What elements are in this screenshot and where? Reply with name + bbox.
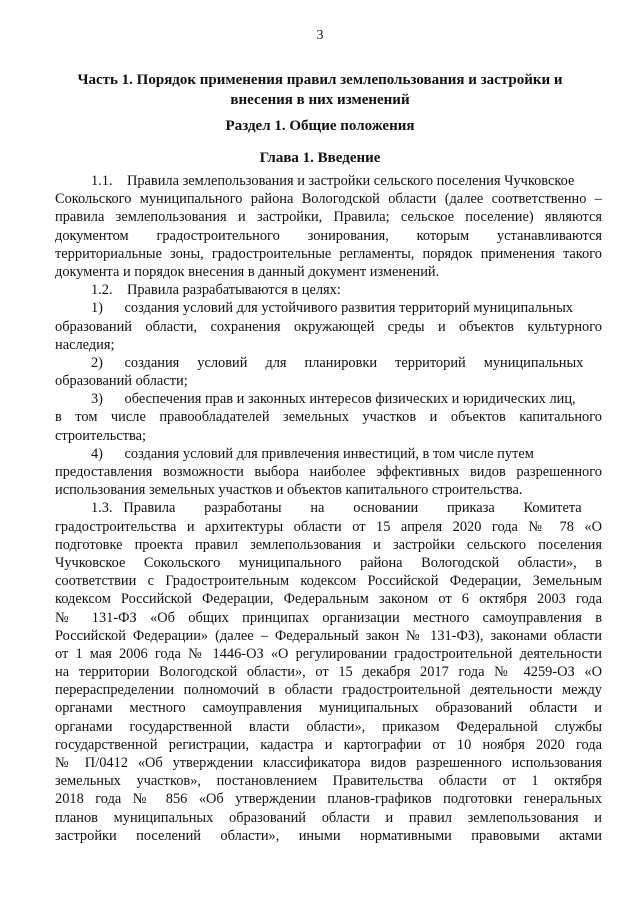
text-line: предоставления возможности выбора наиболее эффективных видов разрешенного bbox=[55, 464, 602, 480]
text-line: 3) обеспечения прав и законных интересов физических и юридических лиц, bbox=[55, 391, 576, 408]
text-line: соответствии с Градостроительным кодексом Российской Федерации, Земельным bbox=[55, 573, 602, 590]
text-line: государственной регистрации, кадастра и картографии от 10 ноября 2020 года bbox=[55, 736, 602, 753]
text-line: документом градостроительного зонирования, которым устанавливаются bbox=[55, 227, 602, 244]
text-line: документа и порядок внесения в данный документ изменений. bbox=[55, 263, 440, 280]
text-line: от 1 мая 2006 года № 1446-ОЗ «О регулировании градостроительной деятельности bbox=[55, 645, 602, 662]
text-line: 1.3. Правила разработаны на основании приказа Комитета bbox=[55, 500, 582, 517]
text-line: 4) создания условий для привлечения инвестиций, в том числе путем bbox=[55, 445, 534, 462]
part-title-line-1: Часть 1. Порядок применения правил землепользования и застройки и bbox=[77, 72, 563, 88]
text-line: 2) создания условий для планировки территорий муниципальных bbox=[55, 354, 584, 371]
text-line: строительства; bbox=[55, 427, 147, 444]
text-line: органами местного самоуправления муниципальных образований области и bbox=[55, 700, 602, 717]
text-line: земельных участков», постановлением Правительства области от 1 октября bbox=[55, 773, 602, 790]
text-line: планов муниципальных образований области и правил землепользования и bbox=[55, 809, 602, 826]
text-line: наследия; bbox=[55, 336, 115, 353]
text-line: 2018 года № 856 «Об утверждении планов-графиков подготовки генеральных bbox=[55, 791, 602, 808]
text-line: подготовке проекта правил землепользования и застройки сельского поселения bbox=[55, 536, 602, 553]
text-line: 1.2. Правила разрабатываются в целях: bbox=[55, 282, 341, 299]
text-line: № 131-ФЗ «Об общих принципах организации местного самоуправления в bbox=[55, 609, 602, 626]
chapter-title: Глава 1. Введение bbox=[259, 150, 381, 166]
text-line: кодексом Российской Федерации, Федеральным законом от 6 октября 2003 года bbox=[55, 591, 602, 608]
text-line: 1.1. Правила землепользования и застройки сельского поселения Чучковское bbox=[55, 173, 575, 189]
text-line: территориальные зоны, градостроительные регламенты, порядок применения такого bbox=[55, 245, 602, 262]
part-title bbox=[70, 70, 570, 110]
text-line: перераспределении полномочий в области градостроительной деятельности между bbox=[55, 682, 602, 699]
text-line: Российской Федерации» (далее – Федеральный закон № 131-ФЗ), законами области bbox=[55, 627, 602, 644]
text-line: градостроительства и архитектуры области от 15 апреля 2020 года № 78 «О bbox=[55, 518, 602, 535]
part-title-line-2: внесения в них изменений bbox=[230, 92, 410, 108]
page-number: 3 bbox=[316, 28, 324, 43]
text-line: правила землепользования и застройки, Правила; сельское поселение) являются bbox=[55, 209, 602, 226]
text-line: органами государственной власти области», приказом Федеральной службы bbox=[55, 718, 602, 735]
text-line: застройки поселений области», иными нормативными правовыми актами bbox=[55, 827, 602, 844]
section-title: Раздел 1. Общие положения bbox=[225, 118, 415, 134]
text-line: образований области, сохранения окружающей среды и объектов культурного bbox=[55, 318, 602, 335]
text-line: 1) создания условий для устойчивого развития территорий муниципальных bbox=[55, 300, 573, 317]
text-line: № П/0412 «Об утверждении классификатора видов разрешенного использования bbox=[55, 755, 602, 771]
text-line: на территории Вологодской области», от 15 декабря 2017 года № 4259-ОЗ «О bbox=[55, 664, 602, 681]
text-line: в том числе правообладателей земельных участков и объектов капитального bbox=[55, 409, 602, 426]
text-line: образований области; bbox=[55, 373, 188, 390]
text-line: Сокольского муниципального района Вологодской области (далее соответственно – bbox=[55, 191, 602, 208]
text-line: Чучковское Сокольского муниципального района Вологодской области», в bbox=[55, 554, 602, 571]
document-body bbox=[55, 172, 602, 845]
text-line: использования земельных участков и объектов капитального строительства. bbox=[55, 482, 523, 499]
